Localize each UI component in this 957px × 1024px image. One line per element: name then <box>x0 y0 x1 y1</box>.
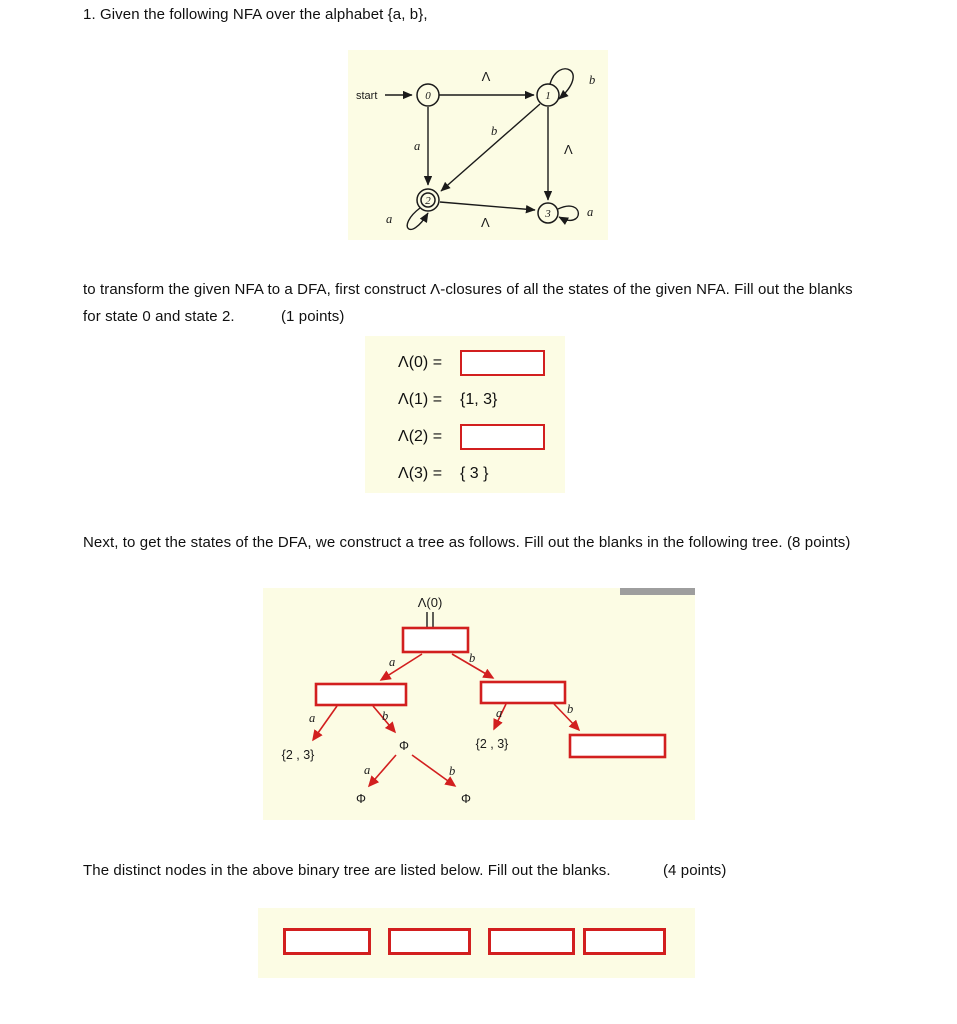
loop-2-a-label: a <box>386 212 393 226</box>
nfa-diagram <box>348 50 608 240</box>
edge-1-to-2 <box>441 104 540 191</box>
tree-right-a-label: a <box>496 706 503 720</box>
loop-1-b-label: b <box>589 73 596 87</box>
closure-row-1 <box>365 381 565 418</box>
closure-0-answer-blank[interactable] <box>460 350 545 376</box>
instruction-paragraph-3-text: The distinct nodes in the above binary tree are listed below. Fill out the blanks. <box>83 862 611 879</box>
closure-0-label: Λ(0) = <box>398 353 443 371</box>
tree-edge-root-a <box>381 654 422 680</box>
distinct-node-blank-1[interactable] <box>283 928 371 955</box>
edge-0-2-a-label: a <box>414 139 421 153</box>
closure-3-label: Λ(3) = <box>398 464 443 482</box>
edge-0-1-lambda-label: Λ <box>481 69 491 84</box>
closure-2-answer-blank[interactable] <box>460 424 545 450</box>
nfa-diagram-panel <box>348 50 608 240</box>
tree-edge-left-a <box>313 706 337 740</box>
tree-root-label: Λ(0) <box>417 595 443 610</box>
distinct-nodes-panel <box>258 908 695 978</box>
edge-2-to-3 <box>440 202 535 210</box>
distinct-node-blank-4[interactable] <box>583 928 666 955</box>
closure-1-label: Λ(1) = <box>398 390 443 408</box>
instruction-paragraph-1-line1: to transform the given NFA to a DFA, first construct Λ-closures of all the states of the given NFA. Fill out the blanks <box>83 281 853 298</box>
tree-left-b-label: b <box>382 709 389 723</box>
tree-leaf-phi-b: Φ <box>461 792 471 806</box>
closure-row-3 <box>365 455 565 492</box>
tree-right-b-answer-blank[interactable] <box>570 735 665 757</box>
dfa-tree-panel <box>263 588 695 820</box>
tree-root-answer-blank[interactable] <box>403 628 468 652</box>
tree-leaf-right-a: {2 , 3} <box>475 737 509 751</box>
distinct-node-blank-2[interactable] <box>388 928 471 955</box>
tree-leaf-left-b-phi: Φ <box>399 739 409 753</box>
instruction-paragraph-3 <box>83 862 726 879</box>
points-label-1: (1 points) <box>280 308 345 325</box>
loop-3-a-label: a <box>587 205 594 219</box>
tree-phi-a-label: a <box>364 763 371 777</box>
state-2-label: 2 <box>425 195 431 207</box>
instruction-paragraph-2: Next, to get the states of the DFA, we construct a tree as follows. Fill out the blanks in the following tree. (8 points) <box>83 534 851 551</box>
closure-row-2 <box>365 418 565 455</box>
question-title: 1. Given the following NFA over the alphabet {a, b}, <box>83 6 428 23</box>
tree-right-b-label: b <box>567 702 574 716</box>
edge-1-3-lambda-label: Λ <box>564 142 573 157</box>
edge-2-3-lambda-label: Λ <box>481 215 490 230</box>
tree-root-a-label: a <box>389 655 396 669</box>
instruction-paragraph-1-line2 <box>83 308 344 325</box>
tree-phi-b-label: b <box>449 764 456 778</box>
closure-3-value: { 3 } <box>460 464 489 482</box>
distinct-node-blank-3[interactable] <box>488 928 575 955</box>
dfa-tree-diagram <box>263 588 695 820</box>
state-3-label: 3 <box>545 208 551 220</box>
tree-left-answer-blank[interactable] <box>316 684 406 705</box>
tree-leaf-left-a: {2 , 3} <box>281 748 315 762</box>
self-loop-a-state-3 <box>558 206 578 220</box>
edge-1-2-b-label: b <box>491 124 498 138</box>
state-0-label: 0 <box>425 90 431 102</box>
tree-leaf-phi-a: Φ <box>356 792 366 806</box>
tree-edge-phi-a <box>369 755 396 786</box>
state-1-label: 1 <box>545 90 551 102</box>
lambda-closure-panel <box>365 336 565 493</box>
tree-right-answer-blank[interactable] <box>481 682 565 703</box>
start-label: start <box>356 90 378 102</box>
closure-1-value: {1, 3} <box>460 390 498 408</box>
points-label-3: (4 points) <box>662 862 727 879</box>
scrollbar-fragment <box>620 588 695 595</box>
closure-row-0 <box>365 344 565 381</box>
tree-root-b-label: b <box>469 651 476 665</box>
closure-2-label: Λ(2) = <box>398 427 443 445</box>
tree-left-a-label: a <box>309 711 316 725</box>
instruction-paragraph-1-line2-text: for state 0 and state 2. <box>83 308 235 325</box>
